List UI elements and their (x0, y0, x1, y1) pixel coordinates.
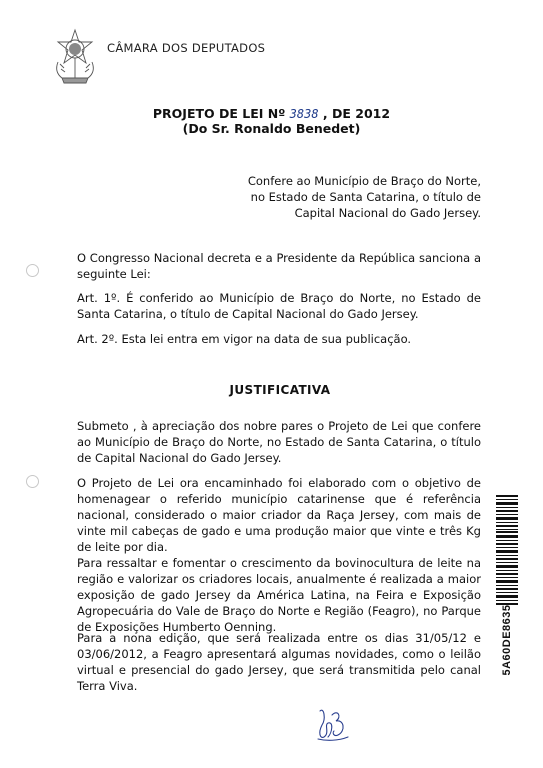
bill-title-prefix: PROJETO DE LEI Nº (152, 106, 286, 121)
bill-number-handwritten: 3838 (289, 107, 319, 121)
bill-author: (Do Sr. Ronaldo Benedet) (182, 121, 361, 136)
ementa-line: no Estado de Santa Catarina, o título de (250, 190, 481, 204)
barcode (496, 495, 518, 605)
justification-paragraph: O Projeto de Lei ora encaminhado foi elaborado com o objetivo de homenagear o referido município catarinense que é referência nacional, considerado o maior criador da Raça Jersey, com mais de vinte mil cabeças de gado e uma produção maior que vinte e três Kg de leite por dia. (77, 476, 481, 554)
justification-heading: JUSTIFICATIVA (229, 383, 331, 397)
ementa-line: Capital Nacional do Gado Jersey. (294, 206, 481, 220)
punch-hole (26, 264, 39, 277)
ementa (245, 173, 481, 221)
article-1: Art. 1º. É conferido ao Município de Braço do Norte, no Estado de Santa Catarina, o título de Capital Nacional do Gado Jersey. (77, 291, 481, 321)
coat-of-arms-emblem (52, 28, 98, 86)
decree-paragraph: O Congresso Nacional decreta e a Presidente da República sanciona a seguinte Lei: (77, 251, 481, 281)
justification-paragraph: Para a nona edição, que será realizada entre os dias 31/05/12 e 03/06/2012, a Feagro apresentará algumas novidades, como o leilão virtual e presencial do gado Jersey, que será transmitida pelo canal Terra Viva. (77, 631, 481, 693)
bill-title-suffix: , DE 2012 (322, 106, 391, 121)
punch-hole (26, 475, 39, 488)
justification-paragraph: Para ressaltar e fomentar o crescimento da bovinocultura de leite na região e valorizar os criadores locais, anualmente é realizada a maior exposição de gado Jersey da América Latina, na Feira e Exposição Agropecuária do Vale de Braço do Norte e Região (Feagro), no Parque de Exposições Humberto Oenning. (77, 556, 481, 634)
bill-title (0, 106, 543, 121)
chamber-name: CÂMARA DOS DEPUTADOS (107, 41, 266, 55)
handwritten-initials-signature (314, 705, 354, 743)
article-2: Art. 2º. Esta lei entra em vigor na data de sua publicação. (77, 332, 412, 346)
ementa-line: Confere ao Município de Braço do Norte, (247, 174, 481, 188)
justification-paragraph: Submeto , à apreciação dos nobre pares o Projeto de Lei que confere ao Município de Braço do Norte, no Estado de Santa Catarina, o título de Capital Nacional do Gado Jersey. (77, 419, 481, 465)
barcode-code: 5A60DE8635 (501, 604, 513, 676)
